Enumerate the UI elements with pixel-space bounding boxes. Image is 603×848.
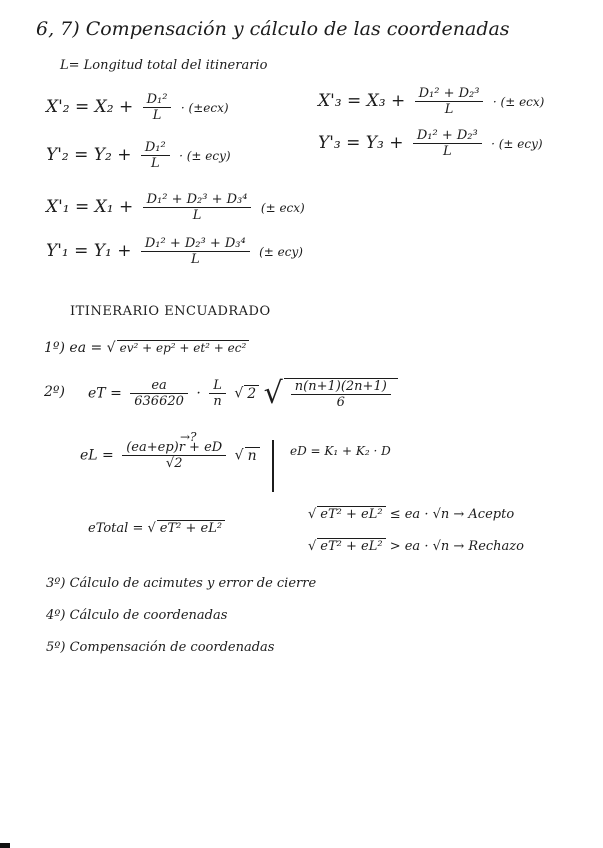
formula-el-mark: →? <box>180 430 197 444</box>
formula-y2-fraction <box>141 140 170 171</box>
formula-x1-tail: (± ecx) <box>260 201 305 215</box>
formula-y1 <box>46 236 303 267</box>
formula-et-big-radicand <box>284 378 398 410</box>
formula-et-mid-numerator: L <box>213 378 222 393</box>
formula-x2 <box>46 92 229 123</box>
formula-et-mid-denominator: n <box>209 393 226 409</box>
step-5: 5º) Compensación de coordenadas <box>46 640 275 655</box>
formula-x2-lhs: X'₂ = X₂ + <box>46 97 134 117</box>
formula-x2-denominator: L <box>143 107 172 123</box>
step-1-label: 1º) <box>44 340 65 356</box>
formula-et-denominator: 636620 <box>130 393 188 409</box>
formula-etotal-lhs: eTotal = <box>88 521 144 536</box>
formula-y3-denominator: L <box>413 143 482 159</box>
step-4: 4º) Cálculo de coordenadas <box>46 608 228 623</box>
formula-y1-fraction <box>141 236 250 267</box>
formula-y3-fraction <box>413 128 482 159</box>
formula-x2-fraction <box>143 92 172 123</box>
formula-el-numerator: (ea+ep)r + eD <box>126 440 223 455</box>
page-heading: 6, 7) Compensación y cálculo de las coordenadas <box>36 18 510 40</box>
formula-x3-lhs: X'₃ = X₃ + <box>318 91 406 111</box>
condition-accept-relation: ≤ ea · √n <box>389 507 450 522</box>
formula-el-fraction <box>122 440 226 471</box>
formula-x1-denominator: L <box>143 207 252 223</box>
condition-reject-radicand: eT² + eL² <box>317 538 385 554</box>
formula-x1 <box>46 192 305 223</box>
formula-et-rad-denominator: 6 <box>291 394 391 410</box>
formula-et-sqrt2-symbol: √ <box>234 385 244 402</box>
formula-x3-tail: · (± ecx) <box>492 95 545 109</box>
formula-et-fraction <box>130 378 188 409</box>
formula-y2-denominator: L <box>141 155 170 171</box>
condition-reject-relation: > ea · √n <box>389 539 450 554</box>
condition-accept-result: → Acepto <box>453 507 515 522</box>
formula-y1-lhs: Y'₁ = Y₁ + <box>46 241 132 261</box>
formula-el-sqrt: n <box>245 447 260 464</box>
step-2-label: 2º) <box>44 384 65 400</box>
note-divider <box>272 440 274 492</box>
formula-et-big-sqrt-symbol: √ <box>263 376 283 411</box>
formula-y1-denominator: L <box>141 251 250 267</box>
formula-x2-numerator: D₁² <box>146 92 168 107</box>
formula-et <box>88 376 398 411</box>
step-1-lhs: ea = <box>69 340 103 356</box>
formula-x2-tail: · (±ecx) <box>180 101 229 115</box>
condition-reject-result: → Rechazo <box>453 539 524 554</box>
formula-x3 <box>318 86 544 117</box>
formula-x1-lhs: X'₁ = X₁ + <box>46 197 134 217</box>
formula-et-lhs: eT = <box>88 385 122 402</box>
ed-note: eD = K₁ + K₂ · D <box>290 444 391 458</box>
scan-corner-mark <box>0 843 10 848</box>
formula-el-lhs: eL = <box>80 447 114 464</box>
formula-y3-lhs: Y'₃ = Y₃ + <box>318 133 404 153</box>
section-heading: ITINERARIO ENCUADRADO <box>70 304 271 319</box>
formula-x3-numerator: D₁² + D₂³ <box>418 86 480 101</box>
condition-accept-sqrt-symbol: √ <box>308 507 317 522</box>
formula-y1-tail: (± ecy) <box>259 245 303 259</box>
formula-et-rad-numerator: n(n+1)(2n+1) <box>294 378 387 394</box>
step-1-sqrt-symbol: √ <box>106 340 116 356</box>
length-definition: L= Longitud total del itinerario <box>60 58 268 73</box>
formula-y2-lhs: Y'₂ = Y₂ + <box>46 145 132 165</box>
formula-et-sqrt2: 2 <box>244 385 259 402</box>
step-1-radicand: ev² + ep² + et² + ec² <box>117 340 250 355</box>
formula-etotal-sqrt-symbol: √ <box>147 521 156 536</box>
formula-x1-numerator: D₁² + D₂³ + D₃⁴ <box>146 192 248 207</box>
formula-y2-numerator: D₁² <box>144 140 166 155</box>
formula-x3-denominator: L <box>415 101 484 117</box>
formula-y3-tail: · (± ecy) <box>491 137 543 151</box>
formula-el-denominator: √2 <box>122 455 226 471</box>
step-1 <box>44 340 249 356</box>
formula-x1-fraction <box>143 192 252 223</box>
formula-etotal-radicand: eT² + eL² <box>157 520 225 536</box>
formula-et-dot: · <box>196 385 201 402</box>
formula-et-rad-fraction <box>291 379 391 410</box>
formula-y3-numerator: D₁² + D₂³ <box>416 128 478 143</box>
condition-accept <box>308 506 514 522</box>
formula-y1-numerator: D₁² + D₂³ + D₃⁴ <box>144 236 246 251</box>
condition-reject-sqrt-symbol: √ <box>308 539 317 554</box>
formula-etotal <box>88 520 225 536</box>
formula-y3 <box>318 128 543 159</box>
formula-y2-tail: · (± ecy) <box>179 149 231 163</box>
step-3: 3º) Cálculo de acimutes y error de cierre <box>46 576 317 591</box>
condition-reject <box>308 538 524 554</box>
condition-accept-radicand: eT² + eL² <box>317 506 385 522</box>
formula-el <box>80 440 260 471</box>
formula-x3-fraction <box>415 86 484 117</box>
formula-et-numerator: ea <box>151 378 167 393</box>
formula-et-mid-fraction <box>209 378 226 409</box>
formula-y2 <box>46 140 231 171</box>
formula-el-sqrt-symbol: √ <box>234 447 244 464</box>
